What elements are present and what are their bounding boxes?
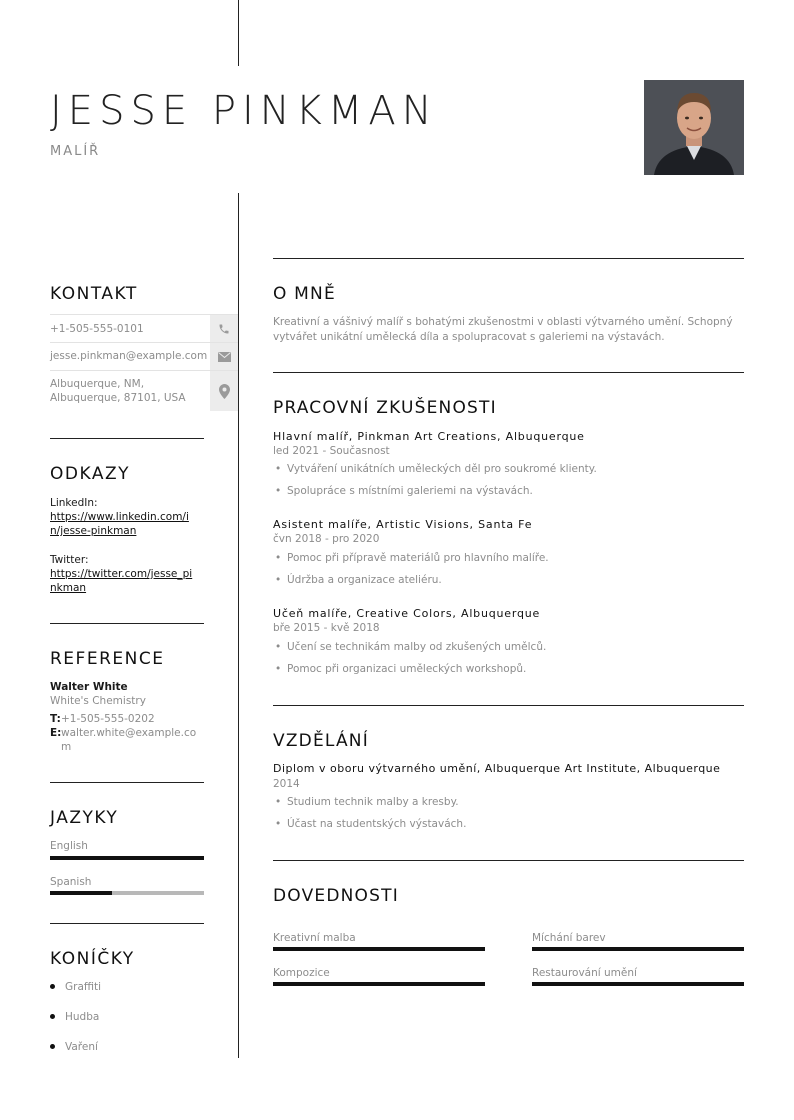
contact-phone[interactable]: +1-505-555-0101 — [50, 323, 144, 335]
contact-email[interactable]: jesse.pinkman@example.com — [50, 350, 208, 362]
job-1-bullet: • Spolupráce s místními galeriemi na výstavách. — [275, 485, 533, 497]
experience-heading: PRACOVNÍ ZKUŠENOSTI — [273, 398, 497, 418]
bullet-dot-icon — [50, 1014, 55, 1019]
job-2-bullet: • Údržba a organizace ateliéru. — [275, 574, 442, 586]
job-3-bullet: • Pomoc při organizaci uměleckých workshopů. — [275, 663, 527, 675]
link-linkedin-url-line1[interactable]: https://www.linkedin.com/i — [50, 511, 189, 523]
links-heading: ODKAZY — [50, 464, 130, 484]
skill-level-bar — [532, 947, 744, 951]
bullet-text: Spolupráce s místními galeriemi na výstavách. — [287, 485, 533, 497]
language-english-name: English — [50, 840, 88, 852]
portrait-image — [644, 80, 744, 175]
contact-address-line1: Albuquerque, NM, — [50, 378, 145, 390]
skill-level-bar — [273, 947, 485, 951]
skill-name: Míchání barev — [532, 932, 606, 944]
reference-phone[interactable]: +1-505-555-0202 — [61, 713, 155, 725]
bullet-text: Studium technik malby a kresby. — [287, 796, 459, 808]
link-linkedin-url-line2[interactable]: n/jesse-pinkman — [50, 525, 137, 537]
main-divider-3 — [273, 705, 744, 706]
contact-email-row — [50, 342, 238, 371]
sidebar-divider-3 — [50, 782, 204, 783]
bullet-text: Údržba a organizace ateliéru. — [287, 574, 442, 586]
map-pin-icon — [210, 371, 238, 411]
education-title: Diplom v oboru výtvarného umění, Albuquerque Art Institute, Albuquerque — [273, 762, 721, 775]
skills-heading: DOVEDNOSTI — [273, 886, 399, 906]
envelope-icon — [210, 343, 238, 371]
hobby-item — [50, 1041, 98, 1053]
contact-address-row — [50, 370, 238, 411]
job-1-title: Hlavní malíř, Pinkman Art Creations, Albuquerque — [273, 430, 585, 443]
sidebar-vertical-divider — [238, 193, 239, 1058]
skill-name: Kompozice — [273, 967, 330, 979]
sidebar-divider-1 — [50, 438, 204, 439]
education-bullet: • Studium technik malby a kresby. — [275, 796, 459, 808]
reference-email-line1[interactable]: walter.white@example.co — [61, 727, 197, 739]
job-2-title: Asistent malíře, Artistic Visions, Santa Fe — [273, 518, 533, 531]
contact-heading: KONTAKT — [50, 284, 138, 304]
education-bullet: • Účast na studentských výstavách. — [275, 818, 467, 830]
contact-address-line2: Albuquerque, 87101, USA — [50, 392, 186, 404]
sidebar-divider-2 — [50, 623, 204, 624]
reference-name: Walter White — [50, 681, 128, 693]
skill-level-bar — [532, 982, 744, 986]
link-twitter-label: Twitter: — [50, 554, 89, 566]
hobby-label: Hudba — [65, 1011, 100, 1023]
hobbies-heading: KONÍČKY — [50, 949, 135, 969]
link-linkedin-label: LinkedIn: — [50, 497, 98, 509]
languages-heading: JAZYKY — [50, 808, 119, 828]
reference-company: White's Chemistry — [50, 695, 146, 707]
job-1-dates: led 2021 - Současnost — [273, 445, 390, 457]
hobby-label: Graffiti — [65, 981, 102, 993]
job-2-dates: čvn 2018 - pro 2020 — [273, 533, 380, 545]
sidebar-divider-4 — [50, 923, 204, 924]
skill-name: Kreativní malba — [273, 932, 356, 944]
hobby-label: Vaření — [65, 1041, 98, 1053]
job-3-title: Učeň malíře, Creative Colors, Albuquerque — [273, 607, 541, 620]
hobby-item — [50, 1011, 99, 1023]
main-divider-4 — [273, 860, 744, 861]
bullet-text: Pomoc při přípravě materiálů pro hlavního malíře. — [287, 552, 549, 564]
link-twitter-url-line1[interactable]: https://twitter.com/jesse_pi — [50, 568, 193, 580]
language-spanish-name: Spanish — [50, 876, 92, 888]
language-spanish-level — [50, 891, 112, 895]
reference-email-label: E: — [50, 727, 62, 739]
contact-phone-row — [50, 314, 238, 343]
reference-email-line2[interactable]: m — [61, 741, 72, 753]
bullet-text: Účast na studentských výstavách. — [287, 818, 467, 830]
job-title: MALÍŘ — [50, 144, 101, 159]
job-3-dates: bře 2015 - kvě 2018 — [273, 622, 380, 634]
main-divider-1 — [273, 258, 744, 259]
bullet-text: Vytváření unikátních uměleckých děl pro soukromé klienty. — [287, 463, 597, 475]
language-english-level — [50, 856, 204, 860]
top-vertical-divider — [238, 0, 239, 66]
about-text: Kreativní a vášnivý malíř s bohatými zkušenostmi v oblasti výtvarného umění. Schopný vytvářet unikátní umělecká díla a spolupracovat s galeriemi na výstavách. — [273, 316, 733, 343]
bullet-text: Pomoc při organizaci uměleckých workshopů. — [287, 663, 527, 675]
bullet-dot-icon — [50, 1044, 55, 1049]
hobby-item — [50, 981, 101, 993]
candidate-name: JESSE PINKMAN — [50, 88, 438, 134]
bullet-dot-icon — [50, 984, 55, 989]
education-heading: VZDĚLÁNÍ — [273, 731, 369, 751]
main-divider-2 — [273, 372, 744, 373]
link-twitter-url-line2[interactable]: nkman — [50, 582, 87, 594]
job-3-bullet: • Učení se technikám malby od zkušených umělců. — [275, 641, 547, 653]
phone-icon — [210, 315, 238, 343]
skill-level-bar — [273, 982, 485, 986]
about-heading: O MNĚ — [273, 284, 336, 304]
reference-phone-label: T: — [50, 713, 61, 725]
job-1-bullet: • Vytváření unikátních uměleckých děl pro soukromé klienty. — [275, 463, 597, 475]
bullet-text: Učení se technikám malby od zkušených umělců. — [287, 641, 547, 653]
skill-name: Restaurování umění — [532, 967, 637, 979]
profile-photo — [644, 80, 744, 175]
education-year: 2014 — [273, 778, 300, 790]
job-2-bullet: • Pomoc při přípravě materiálů pro hlavního malíře. — [275, 552, 549, 564]
reference-heading: REFERENCE — [50, 649, 165, 669]
